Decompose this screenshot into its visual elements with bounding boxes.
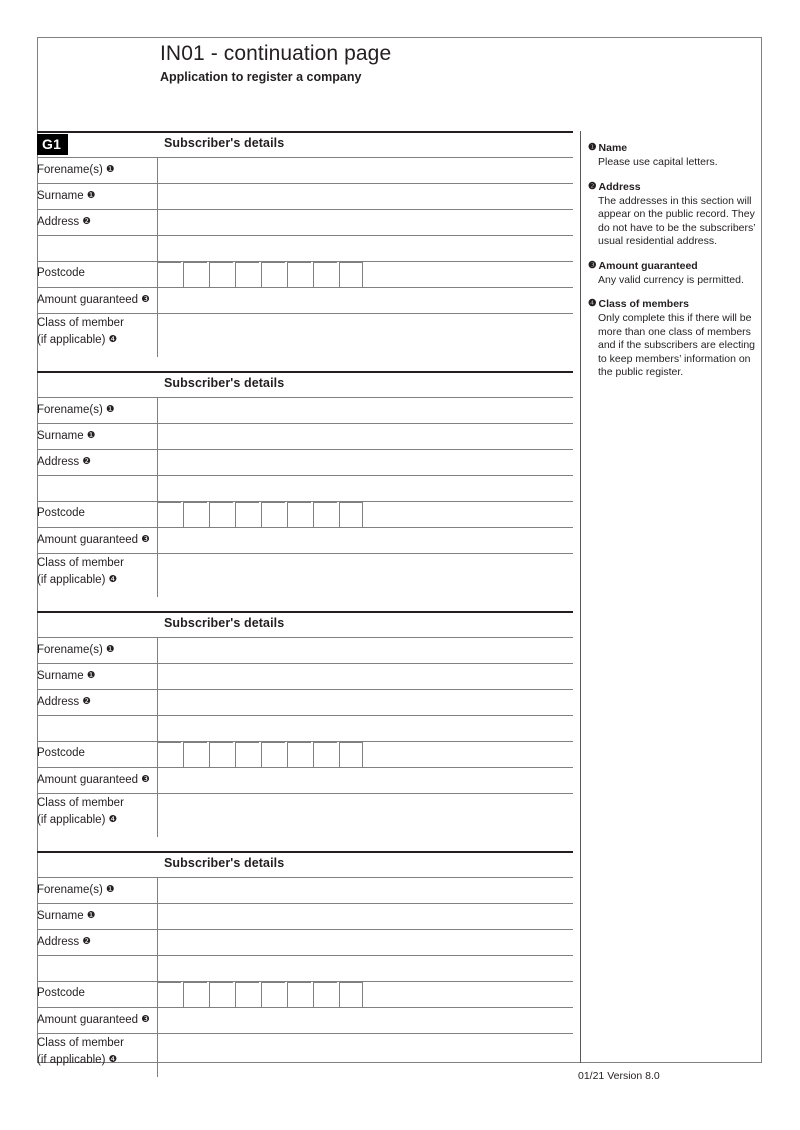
- label-address-line-1: Address ❷: [37, 456, 91, 468]
- postcode-cell[interactable]: [313, 502, 337, 527]
- block-header: [37, 613, 573, 638]
- input-amount-guaranteed[interactable]: [157, 528, 573, 553]
- block-spacer: [37, 357, 580, 371]
- note-marker-icon: ❶: [86, 670, 96, 681]
- form-row-forenames: [37, 638, 573, 664]
- form-row-postcode: [37, 502, 573, 528]
- form-body: [37, 131, 762, 1066]
- label-surname: Surname ❶: [37, 190, 96, 202]
- section-badge-g1: G1: [37, 134, 68, 155]
- column-divider: [580, 131, 581, 1063]
- block-title: Subscriber's details: [164, 856, 285, 870]
- block-title: Subscriber's details: [164, 376, 285, 390]
- input-address-line-2[interactable]: [157, 236, 573, 261]
- label-postcode: Postcode: [37, 987, 85, 999]
- guidance-note: [588, 297, 756, 380]
- guidance-note-title: ❹ Class of members: [588, 298, 689, 310]
- form-row-surname: [37, 424, 573, 450]
- postcode-cell[interactable]: [339, 982, 363, 1007]
- form-row-surname: [37, 664, 573, 690]
- note-marker-icon: ❶: [588, 142, 597, 153]
- label-address-line-1: Address ❷: [37, 696, 91, 708]
- input-surname[interactable]: [157, 424, 573, 449]
- input-address-line-1[interactable]: [157, 690, 573, 715]
- footer-version: 01/21 Version 8.0: [578, 1070, 660, 1082]
- input-amount-guaranteed[interactable]: [157, 1008, 573, 1033]
- guidance-note-title: ❷ Address: [588, 180, 641, 193]
- input-forenames[interactable]: [157, 158, 573, 183]
- label-surname: Surname ❶: [37, 910, 96, 922]
- form-row-forenames: [37, 158, 573, 184]
- postcode-cell[interactable]: [261, 982, 285, 1007]
- postcode-cell[interactable]: [339, 262, 363, 287]
- guidance-note-title: ❶ Name: [588, 142, 628, 154]
- postcode-cell[interactable]: [313, 262, 337, 287]
- subscriber-block: [37, 611, 573, 837]
- form-row-surname: [37, 184, 573, 210]
- note-marker-icon: ❷: [82, 456, 91, 467]
- postcode-cell[interactable]: [157, 262, 181, 287]
- label-amount-guaranteed: Amount guaranteed ❸: [37, 774, 150, 786]
- input-surname[interactable]: [157, 664, 573, 689]
- input-class-of-member[interactable]: [157, 554, 573, 597]
- document-header: [160, 41, 580, 85]
- label-amount-guaranteed: Amount guaranteed ❸: [37, 534, 150, 546]
- label-forenames: Forename(s) ❶: [37, 644, 115, 656]
- note-marker-icon: ❸: [141, 774, 150, 785]
- postcode-cell[interactable]: [209, 502, 233, 527]
- note-marker-icon: ❹: [108, 573, 118, 585]
- note-marker-icon: ❸: [141, 534, 150, 545]
- postcode-cell[interactable]: [209, 742, 233, 767]
- postcode-cell[interactable]: [235, 742, 259, 767]
- postcode-cell[interactable]: [235, 262, 259, 287]
- input-address-line-1[interactable]: [157, 450, 573, 475]
- label-forenames: Forename(s) ❶: [37, 404, 115, 416]
- input-address-line-2[interactable]: [157, 716, 573, 741]
- form-row-forenames: [37, 398, 573, 424]
- note-marker-icon: ❸: [141, 294, 150, 305]
- note-marker-icon: ❶: [106, 164, 115, 175]
- form-row-amount-guaranteed: [37, 528, 573, 554]
- postcode-cell[interactable]: [287, 742, 311, 767]
- guidance-note: [588, 141, 756, 170]
- postcode-input-group[interactable]: [157, 262, 363, 287]
- label-forenames: Forename(s) ❶: [37, 164, 115, 176]
- label-forenames: Forename(s) ❶: [37, 884, 115, 896]
- label-class-of-member: Class of member (if applicable) ❹: [37, 1037, 124, 1066]
- postcode-cell[interactable]: [235, 982, 259, 1007]
- postcode-cell[interactable]: [209, 262, 233, 287]
- label-postcode: Postcode: [37, 267, 85, 279]
- guidance-note: [588, 259, 756, 288]
- form-row-postcode: [37, 982, 573, 1008]
- label-address-line-1: Address ❷: [37, 216, 91, 228]
- label-class-of-member: Class of member (if applicable) ❹: [37, 317, 124, 346]
- form-row-address-line-1: [37, 210, 573, 236]
- note-marker-icon: ❷: [588, 180, 597, 192]
- guidance-note-body: Please use capital letters.: [598, 156, 718, 168]
- form-row-class-of-member: [37, 1034, 573, 1077]
- postcode-cell[interactable]: [235, 502, 259, 527]
- guidance-note-title: ❸ Amount guaranteed: [588, 259, 698, 272]
- form-row-amount-guaranteed: [37, 1008, 573, 1034]
- form-row-surname: [37, 904, 573, 930]
- postcode-cell[interactable]: [261, 502, 285, 527]
- label-class-of-member: Class of member (if applicable) ❹: [37, 557, 124, 586]
- note-marker-icon: ❶: [86, 910, 96, 921]
- form-row-amount-guaranteed: [37, 288, 573, 314]
- form-row-address-line-1: [37, 930, 573, 956]
- input-forenames[interactable]: [157, 878, 573, 903]
- note-marker-icon: ❸: [141, 1014, 150, 1025]
- postcode-cell[interactable]: [183, 982, 207, 1007]
- input-address-line-2[interactable]: [157, 476, 573, 501]
- note-marker-icon: ❶: [86, 190, 96, 201]
- input-address-line-1[interactable]: [157, 930, 573, 955]
- postcode-cell[interactable]: [261, 742, 285, 767]
- input-class-of-member[interactable]: [157, 794, 573, 837]
- form-row-address-line-2: [37, 716, 573, 742]
- postcode-cell[interactable]: [157, 742, 181, 767]
- input-forenames[interactable]: [157, 638, 573, 663]
- postcode-cell[interactable]: [287, 262, 311, 287]
- postcode-input-group[interactable]: [157, 502, 363, 527]
- postcode-input-group[interactable]: [157, 742, 363, 767]
- note-marker-icon: ❶: [106, 644, 115, 655]
- block-spacer: [37, 837, 580, 851]
- block-title: Subscriber's details: [164, 136, 285, 150]
- form-row-postcode: [37, 262, 573, 288]
- form-row-forenames: [37, 878, 573, 904]
- form-row-address-line-1: [37, 450, 573, 476]
- note-marker-icon: ❹: [588, 298, 597, 309]
- note-marker-icon: ❹: [108, 333, 118, 345]
- block-header: [37, 133, 573, 158]
- subscriber-block: [37, 851, 573, 1077]
- label-amount-guaranteed: Amount guaranteed ❸: [37, 1014, 150, 1026]
- form-row-amount-guaranteed: [37, 768, 573, 794]
- guidance-notes: [588, 141, 756, 390]
- note-marker-icon: ❶: [106, 404, 115, 415]
- input-class-of-member[interactable]: [157, 1034, 573, 1077]
- page-subtitle: Application to register a company: [160, 70, 362, 84]
- form-column: [37, 131, 580, 1077]
- label-amount-guaranteed: Amount guaranteed ❸: [37, 294, 150, 306]
- postcode-input-group[interactable]: [157, 982, 363, 1007]
- subscriber-block: [37, 131, 573, 357]
- form-row-postcode: [37, 742, 573, 768]
- input-surname[interactable]: [157, 904, 573, 929]
- form-row-class-of-member: [37, 554, 573, 597]
- postcode-cell[interactable]: [183, 502, 207, 527]
- form-row-address-line-1: [37, 690, 573, 716]
- postcode-cell[interactable]: [339, 742, 363, 767]
- form-row-address-line-2: [37, 476, 573, 502]
- input-address-line-1[interactable]: [157, 210, 573, 235]
- input-amount-guaranteed[interactable]: [157, 768, 573, 793]
- page-title: IN01 - continuation page: [160, 42, 392, 65]
- form-row-class-of-member: [37, 314, 573, 357]
- label-class-of-member: Class of member (if applicable) ❹: [37, 797, 124, 826]
- subscriber-block: [37, 371, 573, 597]
- postcode-cell[interactable]: [261, 262, 285, 287]
- postcode-cell[interactable]: [313, 742, 337, 767]
- postcode-cell[interactable]: [339, 502, 363, 527]
- postcode-cell[interactable]: [209, 982, 233, 1007]
- note-marker-icon: ❹: [108, 813, 118, 825]
- postcode-cell[interactable]: [157, 502, 181, 527]
- input-address-line-2[interactable]: [157, 956, 573, 981]
- postcode-cell[interactable]: [287, 502, 311, 527]
- input-surname[interactable]: [157, 184, 573, 209]
- block-header: [37, 853, 573, 878]
- guidance-note: [588, 180, 756, 249]
- form-row-address-line-2: [37, 956, 573, 982]
- note-marker-icon: ❶: [106, 884, 115, 895]
- note-marker-icon: ❷: [82, 216, 91, 227]
- input-class-of-member[interactable]: [157, 314, 573, 357]
- guidance-note-body: Any valid currency is permitted.: [598, 273, 744, 286]
- block-spacer: [37, 597, 580, 611]
- guidance-note-body: Only complete this if there will be more than one class of members and if the subscribers are electing to keep members’ information on the public register.: [598, 312, 756, 378]
- postcode-cell[interactable]: [287, 982, 311, 1007]
- note-marker-icon: ❹: [108, 1053, 118, 1065]
- note-marker-icon: ❶: [86, 430, 96, 441]
- guidance-note-body: The addresses in this section will appear on the public record. They do not have to be the subscribers’ usual residential address.: [598, 194, 756, 247]
- label-postcode: Postcode: [37, 747, 85, 759]
- note-marker-icon: ❷: [82, 696, 91, 707]
- form-row-class-of-member: [37, 794, 573, 837]
- label-address-line-1: Address ❷: [37, 936, 91, 948]
- form-row-address-line-2: [37, 236, 573, 262]
- input-forenames[interactable]: [157, 398, 573, 423]
- note-marker-icon: ❸: [588, 259, 597, 271]
- label-surname: Surname ❶: [37, 430, 96, 442]
- input-amount-guaranteed[interactable]: [157, 288, 573, 313]
- postcode-cell[interactable]: [183, 262, 207, 287]
- note-marker-icon: ❷: [82, 936, 91, 947]
- block-title: Subscriber's details: [164, 616, 285, 630]
- block-header: [37, 373, 573, 398]
- label-surname: Surname ❶: [37, 670, 96, 682]
- postcode-cell[interactable]: [313, 982, 337, 1007]
- postcode-cell[interactable]: [183, 742, 207, 767]
- label-postcode: Postcode: [37, 507, 85, 519]
- postcode-cell[interactable]: [157, 982, 181, 1007]
